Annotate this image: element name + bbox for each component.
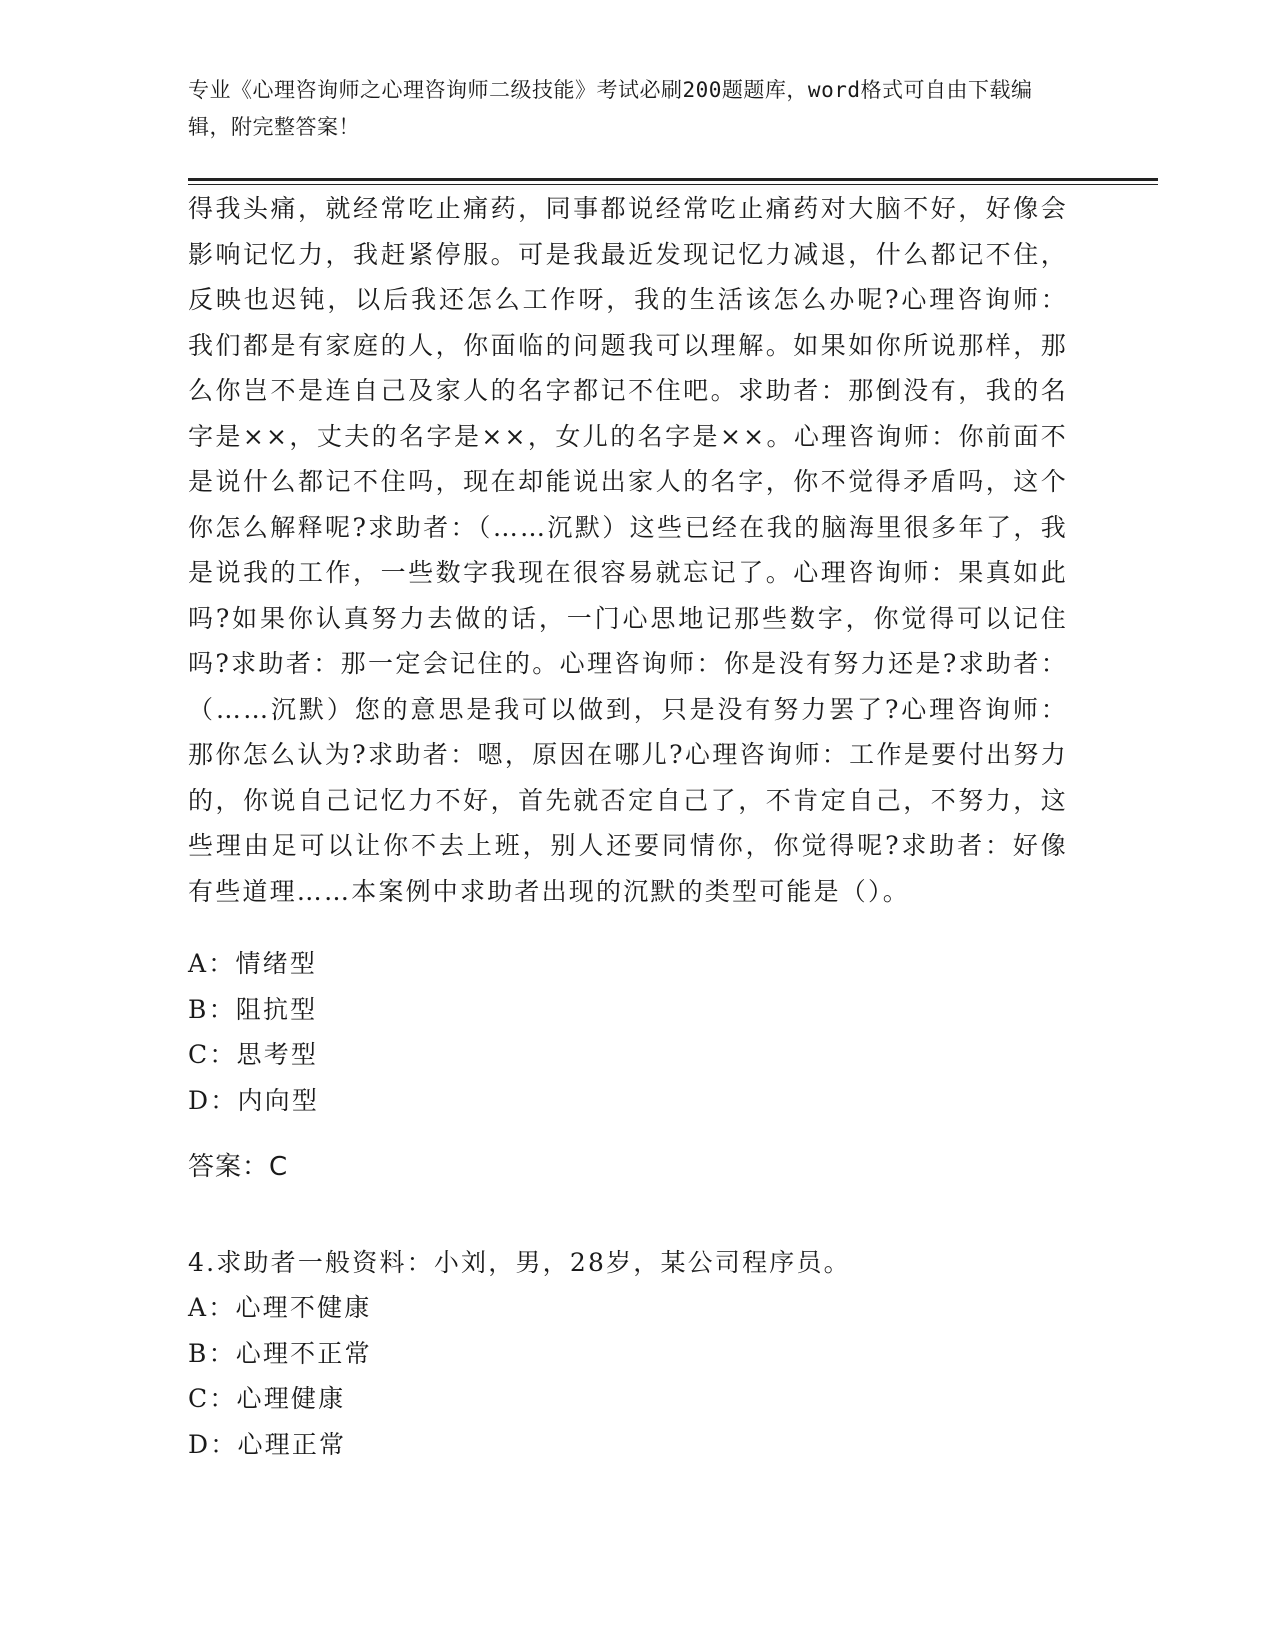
page-header: 专业《心理咨询师之心理咨询师二级技能》考试必刷200题题库，word格式可自由下载编辑，附完整答案！	[188, 78, 1033, 139]
option-d: D：心理正常	[188, 1429, 347, 1459]
option-a: A：情绪型	[188, 949, 318, 978]
header-divider-thin	[188, 184, 1158, 185]
option-c: C：心理健康	[188, 1384, 346, 1413]
question-3-stem: 得我头痛，就经常吃止痛药，同事都说经常吃止痛药对大脑不好，好像会影响记忆力，我赶紧停服。可是我最近发现记忆力减退，什么都记不住，反映也迟钝，以后我还怎么工作呀，我的生活该怎么办呢?心理咨询师：我们都是有家庭的人，你面临的问题我可以理解。如果如你所说那样，那么你岂不是连自己及家人的名字都记不住吧。求助者：那倒没有，我的名字是××，丈夫的名字是××，女儿的名字是××。心理咨询师：你前面不是说什么都记不住吗，现在却能说出家人的名字，你不觉得矛盾吗，这个你怎么解释呢?求助者：（……沉默）这些已经在我的脑海里很多年了，我是说我的工作，一些数字我现在很容易就忘记了。心理咨询师：果真如此吗?如果你认真努力去做的话，一门心思地记那些数字，你觉得可以记住吗?求助者：那一定会记住的。心理咨询师：你是没有努力还是?求助者：（……沉默）您的意思是我可以做到，只是没有努力罢了?心理咨询师：那你怎么认为?求助者：嗯，原因在哪儿?心理咨询师：工作是要付出努力的，你说自己记忆力不好，首先就否定自己了，不肯定自己，不努力，这些理由足可以让你不去上班，别人还要同情你，你觉得呢?求助者：好像有些道理……本案例中求助者出现的沉默的类型可能是（）。	[188, 194, 1068, 906]
option-a: A：心理不健康	[188, 1293, 372, 1322]
option-d: D：内向型	[188, 1085, 320, 1115]
question-4-options	[188, 1285, 1068, 1467]
question-3-options	[188, 941, 1068, 1123]
option-b: B：阻抗型	[188, 994, 318, 1024]
question-4-stem: 4.求助者一般资料：小刘，男，28岁，某公司程序员。	[188, 1248, 851, 1277]
question-3-answer: 答案：C	[188, 1152, 289, 1182]
header-divider-thick	[188, 178, 1158, 181]
option-c: C：思考型	[188, 1040, 319, 1069]
option-b: B：心理不正常	[188, 1338, 372, 1368]
